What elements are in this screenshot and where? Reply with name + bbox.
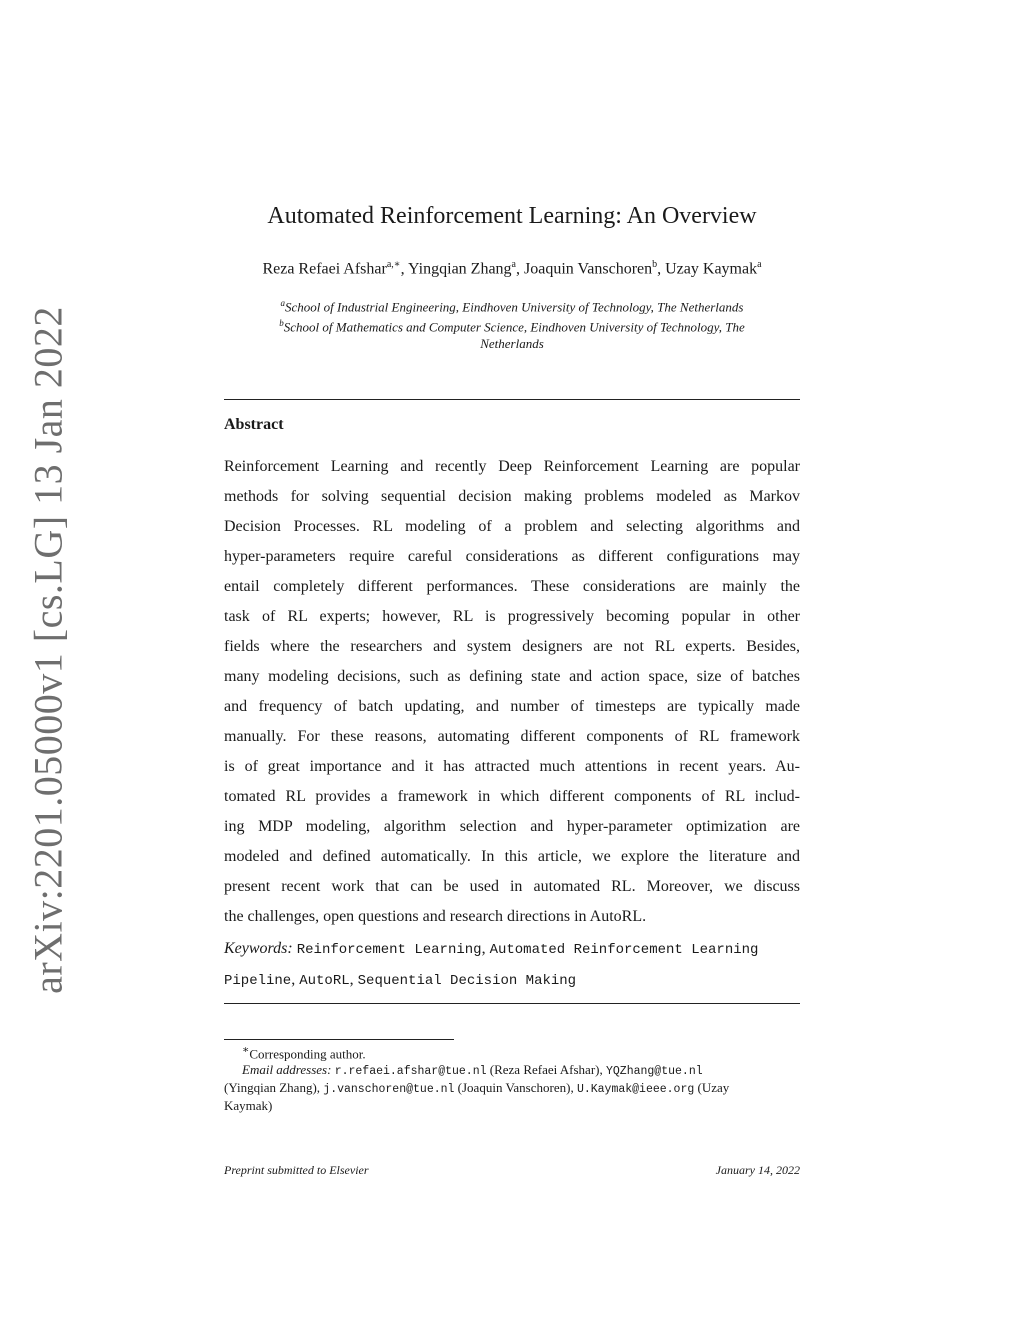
email-owner: (Reza Refaei Afshar): [489, 1062, 600, 1078]
abstract-line: present recent work that can be used in automated RL. Moreover, we discuss: [224, 878, 800, 895]
author-affiliation-mark: a,∗: [386, 259, 401, 270]
email-link[interactable]: j.vanschoren@tue.nl: [323, 1083, 455, 1097]
email-link[interactable]: U.Kaymak@ieee.org: [576, 1083, 695, 1097]
abstract-line: manually. For these reasons, automating different components of RL framework: [224, 728, 800, 745]
author-affiliation-mark: a: [757, 259, 762, 270]
top-divider: [224, 399, 800, 400]
abstract-line: is of great importance and it has attracted much attentions in recent years. Au-: [224, 758, 800, 775]
author-name: Joaquin Vanschoren: [524, 260, 653, 278]
abstract-text: [224, 452, 800, 932]
footer-date: January 14, 2022: [715, 1163, 800, 1177]
abstract-line: and frequency of batch updating, and number of timesteps are typically made: [224, 698, 800, 715]
abstract-line: many modeling decisions, such as defining state and action space, size of batches: [224, 668, 800, 685]
abstract-line: fields where the researchers and system designers are not RL experts. Besides,: [224, 638, 800, 655]
corresponding-author-note: ∗Corresponding author.: [242, 1044, 366, 1062]
author-list: Reza Refaei Afshar$^{a,∗}$, Yingqian Zhang$^a$, Joaquin Vanschoren$^b$, Uzay Kaymak$^a$: [262, 259, 762, 278]
abstract-line: modeled and defined automatically. In this article, we explore the literature and: [224, 848, 800, 865]
abstract-heading: Abstract: [224, 416, 284, 433]
email-owner: (Yingqian Zhang): [224, 1080, 317, 1096]
abstract-line: the challenges, open questions and research directions in AutoRL.: [224, 908, 647, 925]
author-name: Reza Refaei Afshar: [262, 260, 387, 278]
author-affiliation-mark: b: [652, 259, 658, 270]
keyword-item: AutoRL: [299, 973, 350, 989]
author-name: Uzay Kaymak: [665, 260, 758, 278]
keyword-item: Automated Reinforcement Learning Pipeline: [224, 942, 759, 989]
abstract-line: Decision Processes. RL modeling of a problem and selecting algorithms and: [224, 518, 800, 535]
affiliation-line: $^b$School of Mathematics and Computer Science, Eindhoven University of Technology, The: [279, 318, 745, 335]
page-footer: [224, 1163, 800, 1178]
footnote: [224, 1042, 800, 1114]
email-link[interactable]: r.refaei.afshar@tue.nl: [334, 1065, 487, 1079]
keyword-item: Reinforcement Learning: [296, 942, 482, 958]
author-affiliation-mark: a: [511, 259, 516, 270]
footer-journal: Preprint submitted to Elsevier: [224, 1163, 369, 1177]
email-label: Email addresses:: [242, 1062, 332, 1078]
keyword-item: Sequential Decision Making: [357, 973, 577, 989]
footnote-divider: [224, 1039, 454, 1040]
abstract-line: task of RL experts; however, RL is progressively becoming popular in other: [224, 608, 800, 625]
abstract-line: methods for solving sequential decision making problems modeled as Markov: [224, 488, 800, 505]
keywords-label: Keywords:: [224, 940, 293, 957]
abstract-line: tomated RL provides a framework in which different components of RL includ-: [224, 788, 800, 805]
abstract-line: Reinforcement Learning and recently Deep Reinforcement Learning are popular: [224, 458, 800, 475]
affiliation-list: [224, 295, 800, 352]
abstract-line: entail completely different performances. These considerations are mainly the: [224, 578, 800, 595]
bottom-divider: [224, 1003, 800, 1004]
email-link[interactable]: YQZhang@tue.nl: [606, 1065, 703, 1079]
email-owner: (Uzay: [697, 1080, 730, 1096]
abstract-line: ing MDP modeling, algorithm selection and hyper-parameter optimization are: [224, 818, 800, 835]
email-owner: (Joaquin Vanschoren): [457, 1080, 571, 1096]
affiliation-line: $^a$School of Industrial Engineering, Eindhoven University of Technology, The Netherlands: [280, 298, 744, 315]
paper-title: Automated Reinforcement Learning: An Overview: [267, 203, 757, 229]
keywords-block: Keywords: Reinforcement Learning, Automated Reinforcement Learning Pipeline, AutoRL, Sequential Decision Making: [224, 940, 759, 989]
author-name: Yingqian Zhang: [408, 260, 512, 278]
email-owner: Kaymak): [224, 1098, 273, 1114]
email-addresses: Email addresses: r.refaei.afshar@tue.nl (Reza Refaei Afshar), YQZhang@tue.nl (Yingqian Zhang), j.vanschoren@tue.nl (Joaquin Vanschoren), U.Kaymak@ieee.org (Uzay Kaymak): [224, 1062, 730, 1114]
affiliation-line: Netherlands: [480, 335, 544, 351]
arxiv-identifier-stamp: arXiv:2201.05000v1 [cs.LG] 13 Jan 2022: [25, 306, 71, 994]
abstract-line: hyper-parameters require careful considerations as different configurations may: [224, 548, 800, 565]
